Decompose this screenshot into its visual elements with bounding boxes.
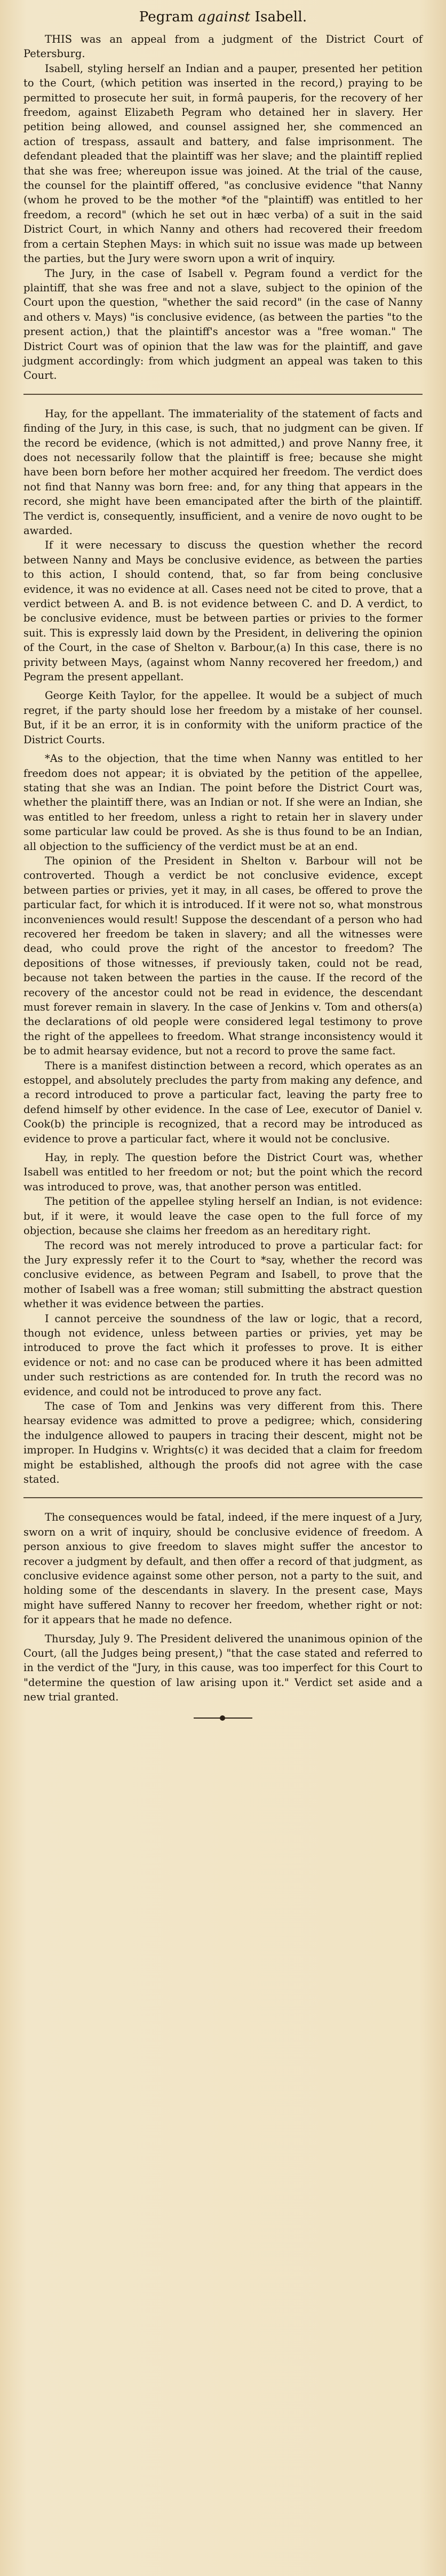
paragraph: Hay, in reply. The question before the District Court was, whether Isabell was entitled to her freedom or not; but the point which the record was introduced to prove, was, that another person was entitled. <box>23 1151 423 1193</box>
paragraph-gap <box>23 747 423 751</box>
section-divider <box>23 394 423 395</box>
paragraph: I cannot perceive the soundness of the law or logic, that a record, though not evidence, unless between parties or privies, yet may be introduced to prove the fact which it professes to prove. It is either evidence or not: and no case can be produced where it has been admitted under such restrictions as are contended for. In truth the record was no evidence, and could not be introduced to prove any fact. <box>23 1312 423 1398</box>
paragraph: Isabell, styling herself an Indian and a pauper, presented her petition to the Court, (which petition was inserted in the record,) praying to be permitted to prosecute her suit, in formâ pauperis, for the recovery of her freedom, against Elizabeth Pegram who detained her in slavery. Her petition being allowed, and counsel assigned her, she commenced an action of trespass, assault and battery, and false imprisonment. The defendant pleaded that the plaintiff was her slave; and the plaintiff replied that she was free; whereupon issue was joined. At the trial of the cause, the counsel for the plaintiff offered, "as conclusive evidence "that Nanny (whom he proved to be the mother *of the "plaintiff) was entitled to her freedom, a record" (which he set out in hæc verba) of a suit in the said District Court, in which Nanny and others had recovered their freedom from a certain Stephen Mays: in which suit no issue was made up between the parties, but the Jury were sworn upon a writ of inquiry. <box>23 62 423 265</box>
paragraph: The consequences would be fatal, indeed, if the mere inquest of a Jury, sworn on a writ of inquiry, should be conclusive evidence of freedom. A person anxious to give freedom to slaves might suffer the ancestor to recover a judgment by default, and then offer a record of that judgment, as conclusive evidence against some other person, not a party to the suit, and holding some of the descendants in slavery. In the present case, Mays might have suffered Nanny to recover her freedom, whether right or not: for it appears that he made no defence. <box>23 1511 423 1626</box>
paragraph: George Keith Taylor, for the appellee. It would be a subject of much regret, if the party should lose her freedom by a mistake of her counsel. But, if it be an error, it is in conformity with the uniform practice of the District Courts. <box>23 689 423 746</box>
paragraph: The case of Tom and Jenkins was very different from this. There hearsay evidence was admitted to prove a pedigree; which, considering the indulgence allowed to paupers in tracing their descent, might not be improper. In Hudgins v. Wrights(c) it was decided that a claim for freedom might be established, although the proofs did not agree with the case stated. <box>23 1400 423 1485</box>
tail-ornament <box>194 1715 252 1721</box>
paragraph: If it were necessary to discuss the question whether the record between Nanny and Mays be conclusive evidence, as between the parties to this action, I should contend, that, so far from being conclusive evidence, it was no evidence at all. Cases need not be cited to prove, that a verdict between A. and B. is not evidence between C. and D. A verdict, to be conclusive evidence, must be between parties or privies to the former suit. This is expressly laid down by the President, in delivering the opinion of the Court, in the case of Shelton v. Barbour,(a) In this case, there is no privity between Mays, (against whom Nanny recovered her freedom,) and Pegram the present appellant. <box>23 539 423 683</box>
section-divider <box>23 1497 423 1498</box>
paragraph: The Jury, in the case of Isabell v. Pegram found a verdict for the plaintiff, that she was free and not a slave, subject to the opinion of the Court upon the question, "whether the said record" (in the case of Nanny and others v. Mays) "is conclusive evidence, (as between the parties "to the present action,) that the plaintiff's ancestor was a "free woman." The District Court was of opinion that the law was for the plaintiff, and gave judgment accordingly: from which judgment an appeal was taken to this Court. <box>23 267 423 382</box>
running-head-end: Isabell. <box>250 9 307 25</box>
paragraph: The record was not merely introduced to prove a particular fact: for the Jury expressly refer it to the Court to *say, whether the record was conclusive evidence, as between Pegram and Isabell, to prove that the mother of Isabell was a free woman; still submitting the abstract question whether it was evidence between the parties. <box>23 1239 423 1310</box>
running-head <box>23 7 423 27</box>
paragraph: There is a manifest distinction between a record, which operates as an estoppel, and absolutely precludes the party from making any defence, and a record introduced to prove a particular fact, leaving the party free to defend himself by other evidence. In the case of Lee, executor of Daniel v. Cook(b) the principle is recognized, that a record may be introduced as evidence to prove a particular fact, where it would not be conclusive. <box>23 1059 423 1145</box>
paragraph-gap <box>23 684 423 688</box>
opinion-section <box>23 1510 423 1704</box>
paragraph-gap <box>23 1627 423 1632</box>
statement-section <box>23 32 423 383</box>
paragraph: The petition of the appellee styling herself an Indian, is not evidence: but, if it were, it would leave the case open to the full force of my objection, because she claims her freedom as an hereditary right. <box>23 1195 423 1237</box>
arguments-section <box>23 407 423 1487</box>
running-head-italic: against <box>198 9 251 25</box>
paragraph: Thursday, July 9. The President delivered the unanimous opinion of the Court, (all the Judges being present,) "that the case stated and referred to in the verdict of the "Jury, in this cause, was too imperfect for this Court to "determine the question of law arising upon it." Verdict set aside and a new trial granted. <box>23 1632 423 1704</box>
paragraph: Hay, for the appellant. The immateriality of the statement of facts and finding of the Jury, in this case, is such, that no judgment can be given. If the record be evidence, (which is not admitted,) and prove Nanny free, it does not necessarily follow that the plaintiff is free; because she might have been born before her mother acquired her freedom. The verdict does not find that Nanny was born free: and, for any thing that appears in the record, she might have been emancipated after the birth of the plaintiff. The verdict is, consequently, insufficient, and a venire de novo ought to be awarded. <box>23 407 423 537</box>
paragraph: The opinion of the President in Shelton v. Barbour will not be controverted. Though a verdict be not conclusive evidence, except between parties or privies, yet it may, in all cases, be offered to prove the particular fact, for which it is introduced. If it were not so, what monstrous inconveniences would result! Suppose the descendant of a person who had recovered her freedom be taken in slavery; and all the witnesses were dead, who could prove the right of the ancestor to freedom? The depositions of those witnesses, if previously taken, could not be read, because not taken between the parties in the cause. If the record of the recovery of the ancestor could not be read in evidence, the descendant must forever remain in slavery. In the case of Jenkins v. Tom and others(a) the declarations of old people were considered legal testimony to prove the right of the appellees to freedom. What strange inconsistency would it be to admit hearsay evidence, but not a record to prove the same fact. <box>23 854 423 1058</box>
paragraph-gap <box>23 1146 423 1150</box>
paragraph: THIS was an appeal from a judgment of the District Court of Petersburg. <box>23 33 423 60</box>
running-head-plain: Pegram <box>139 9 198 25</box>
paragraph: *As to the objection, that the time when Nanny was entitled to her freedom does not appear; it is obviated by the petition of the appellee, stating that she was an Indian. The point before the District Court was, whether the plaintiff there, was an Indian or not. If she were an Indian, she was entitled to her freedom, unless a right to retain her in slavery under some particular law could be proved. As she is thus found to be an Indian, all objection to the sufficiency of the verdict must be at an end. <box>23 752 423 853</box>
